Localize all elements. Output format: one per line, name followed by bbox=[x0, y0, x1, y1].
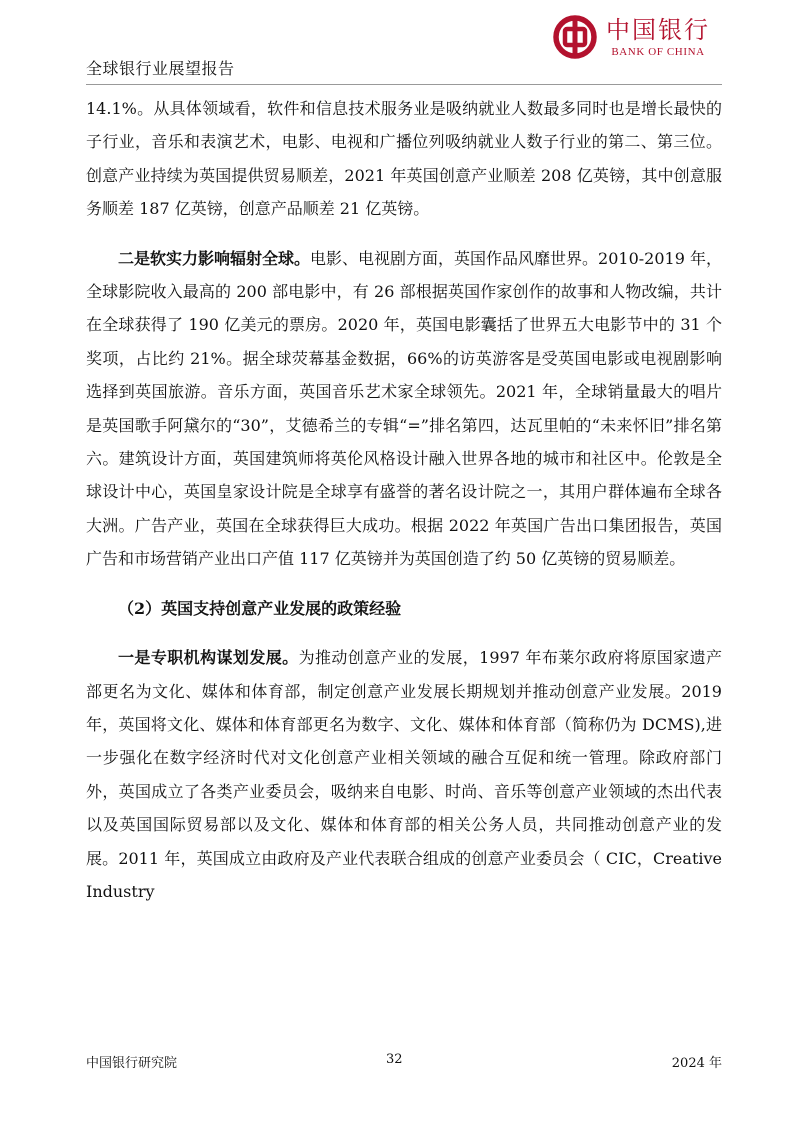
paragraph-lead: 二是软实力影响辐射全球。 bbox=[118, 248, 311, 268]
footer-year: 2024 年 bbox=[671, 1056, 722, 1071]
page-header bbox=[86, 0, 722, 84]
paragraph bbox=[86, 242, 722, 576]
header-divider bbox=[86, 84, 722, 85]
footer-org: 中国银行研究院 bbox=[86, 1056, 178, 1071]
bank-logo bbox=[552, 14, 710, 60]
paragraph-text: 为推动创意产业的发展，1997 年布莱尔政府将原国家遗产部更名为文化、媒体和体育部，制定创意产业发展长期规划并推动创意产业发展。2019 年，英国将文化、媒体和体育部更名为数字、文化、媒体和体育部（简称仍为 DCMS),进一步强化在数字经济时代对文化创意产业相关领域的融合互促和统一管理。除政府部门外，英国成立了各类产业委员会，吸纳来自电影、时尚、音乐等创意产业领域的杰出代表以及英国国际贸易部以及文化、媒体和体育部的相关公务人员，共同推动创意产业的发展。2011 年，英国成立由政府及产业代表联合组成的创意产业委员会（ CIC，Creative Industry bbox=[86, 648, 722, 901]
paragraph bbox=[86, 641, 722, 908]
page-number: 32 bbox=[386, 1052, 403, 1067]
bank-of-china-logo-icon bbox=[552, 14, 598, 60]
page-footer bbox=[86, 1052, 722, 1074]
paragraph bbox=[86, 92, 722, 226]
logo-chinese-name: 中国银行 bbox=[606, 16, 710, 44]
section-heading: （2）英国支持创意产业发展的政策经验 bbox=[118, 598, 402, 618]
logo-text bbox=[606, 15, 710, 59]
report-title: 全球银行业展望报告 bbox=[86, 59, 235, 78]
paragraph-text: 电影、电视剧方面，英国作品风靡世界。2010-2019 年，全球影院收入最高的 200 部电影中，有 26 部根据英国作家创作的故事和人物改编，共计在全球获得了 190 亿美元的票房。2020 年，英国电影囊括了世界五大电影节中的 31 个奖项，占比约 21%。据全球荧幕基金数据，66%的访英游客是受英国电影或电视剧影响选择到英国旅游。音乐方面，英国音乐艺术家全球领先。2021 年，全球销量最大的唱片是英国歌手阿黛尔的“30”，艾德希兰的专辑“=”排名第四，达瓦里帕的“未来怀旧”排名第六。建筑设计方面，英国建筑师将英伦风格设计融入世界各地的城市和社区中。伦敦是全球设计中心，英国皇家设计院是全球享有盛誉的著名设计院之一，其用户群体遍布全球各大洲。广告产业，英国在全球获得巨大成功。根据 2022 年英国广告出口集团报告，英国广告和市场营销产业出口产值 117 亿英镑并为英国创造了约 50 亿英镑的贸易顺差。 bbox=[86, 248, 722, 569]
body-text bbox=[86, 92, 722, 908]
logo-english-name: BANK OF CHINA bbox=[611, 46, 705, 58]
paragraph-lead: 一是专职机构谋划发展。 bbox=[118, 648, 299, 668]
paragraph-text: 14.1%。从具体领域看，软件和信息技术服务业是吸纳就业人数最多同时也是增长最快的子行业，音乐和表演艺术，电影、电视和广播位列吸纳就业人数子行业的第二、第三位。创意产业持续为英国提供贸易顺差，2021 年英国创意产业顺差 208 亿英镑，其中创意服务顺差 187 亿英镑，创意产品顺差 21 亿英镑。 bbox=[86, 99, 722, 219]
